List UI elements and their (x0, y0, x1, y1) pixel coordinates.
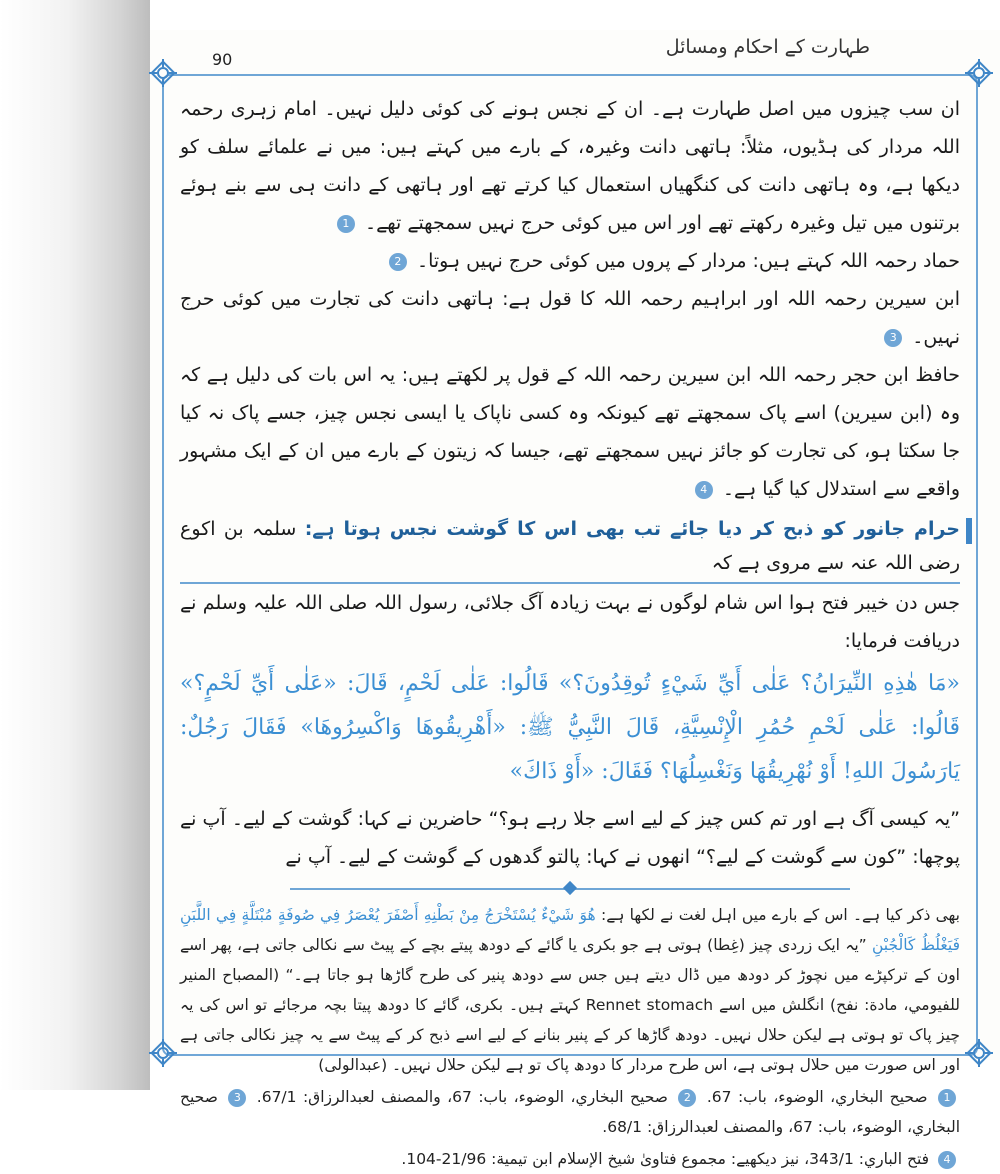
footnote-marker: 4 (695, 481, 713, 499)
paragraph: ”یہ کیسی آگ ہے اور تم کس چیز کے لیے اسے جلا رہے ہو؟“ حاضرین نے کہا: گوشت کے لیے۔ آپ نے پوچھا: ”کون سے گوشت کے لیے؟“ انھوں نے کہا: پالتو گدھوں کے گوشت کے لیے۔ آپ نے (180, 808, 960, 868)
celtic-knot-icon (146, 1036, 180, 1070)
footnote-references (180, 1144, 960, 1174)
celtic-knot-icon (146, 56, 180, 90)
celtic-knot-icon (962, 56, 996, 90)
section-heading-continuation: سلمہ بن اکوع رضی اللہ عنہ سے مروی ہے کہ (180, 518, 960, 574)
heading-marker (966, 518, 972, 544)
section-heading (180, 512, 960, 584)
running-head: طہارت کے احکام ومسائل (665, 36, 870, 58)
footnote-references (180, 1082, 960, 1142)
page-content (180, 90, 961, 1168)
hadith-arabic-text: «مَا هٰذِهِ النِّيرَانُ؟ عَلٰى أَيِّ شَيْءٍ تُوقِدُونَ؟» قَالُوا: عَلٰى لَحْمٍ، قَالَ: «عَلٰى أَيِّ لَحْمٍ؟» قَالُوا: عَلٰى لَحْمِ حُمُرِ الْإِنْسِيَّةِ، قَالَ النَّبِيُّ ﷺ: «أَهْرِيقُوهَا وَاكْسِرُوهَا» فَقَالَ رَجُلٌ: يَارَسُولَ اللهِ! أَوْ نُهْرِيقُهَا وَنَغْسِلُهَا؟ فَقَالَ: «أَوْ ذَاكَ» (180, 671, 960, 784)
book-page (150, 30, 1000, 1168)
paragraph-text: ابن سیرین رحمہ اللہ اور ابراہیم رحمہ اللہ کا قول ہے: ہاتھی دانت کی تجارت میں کوئی حرج نہیں۔ (180, 288, 960, 348)
page-number: 90 (212, 50, 233, 69)
footnote-marker: 1 (938, 1089, 956, 1107)
footnote-text: ”یہ ایک زردی چیز (غِطا) ہوتی ہے جو بکری یا گائے کے دودھ پیتے بچے کے پیٹ سے نکالی جاتی ہے، پھر اسے اون کے ترکپڑے میں نچوڑ کر دودھ میں ڈال دیتے ہیں جس سے دودھ پنیر کی طرح گاڑھا ہو جاتا ہے۔“ (المصباح المنير للفيومي، مادة: نفح) انگلش میں اسے Rennet stomach کہتے ہیں۔ بکری، گائے کا دودھ پیتا بچہ مرجائے تو اس کی یہ چیز پاک تو ہوتی ہے لیکن حلال نہیں۔ دودھ گاڑھا کر کے پنیر بنانے کے لیے اسے ذبح کر کے پیٹ سے یہ چیز نکالی جاتی ہے اور اس صورت میں حلال ہوتی ہے، اس طرح مردار کا دودھ پاک تو ہے لیکن حلال نہیں۔ (عبدالولی) (180, 936, 960, 1074)
paragraph-text: ان سب چیزوں میں اصل طہارت ہے۔ ان کے نجس ہونے کی کوئی دلیل نہیں۔ امام زہری رحمہ اللہ مردار کی ہڈیوں، مثلاً: ہاتھی دانت وغیرہ، کے بارے میں کہتے ہیں: میں نے علمائے سلف کو دیکھا ہے، وہ ہاتھی دانت کی کنگھیاں استعمال کیا کرتے تھے اور ہاتھی کے دانت ہی سے بنے ہوئے برتنوں میں تیل وغیرہ رکھتے تھے اور اس میں کوئی حرج نہیں سمجھتے تھے۔ (180, 98, 960, 234)
footnote (180, 900, 960, 1080)
paragraph (180, 90, 960, 242)
footnotes (180, 900, 960, 1174)
paragraph-text: حماد رحمہ اللہ کہتے ہیں: مردار کے پروں میں کوئی حرج نہیں ہوتا۔ (416, 250, 960, 272)
footnote-reference: فتح الباري: 343/1، نیز دیکھیے: مجموع فتاویٰ شیخ الإسلام ابن تیمیة: 21/96-104. (401, 1150, 930, 1168)
footnote-reference: صحيح البخاري، الوضوء، باب: 67، والمصنف لعبدالرزاق: 68/1. (180, 1088, 960, 1136)
footnote-arabic-text: هُوَ شَيْءٌ يُسْتَخْرَجُ مِنْ بَطْنِهِ أَصْفَرَ يُعْصَرُ فِي صُوفَةٍ مُبْتَلَّةٍ فِي اللَّبَنِ فَيَغْلُظُ كَالْجُبْنِ (180, 906, 960, 954)
footnote-marker: 2 (389, 253, 407, 271)
book-spine-shadow (0, 0, 150, 1090)
footnote-marker: 3 (884, 329, 902, 347)
paragraph (180, 242, 960, 280)
paragraph-text: حافظ ابن حجر رحمہ اللہ ابن سیرین رحمہ اللہ کے قول پر لکھتے ہیں: یہ اس بات کی دلیل ہے کہ وہ (ابن سیرین) اسے پاک سمجھتے تھے کیونکہ وہ کسی ناپاک یا ایسی نجس چیز، جسے پاک نہ کیا جا سکتا ہو، کی تجارت کو جائز نہیں سمجھتے تھے، جیسا کہ زیتون کے بارے میں ان کے ایک مشہور واقعے سے استدلال کیا گیا ہے۔ (180, 364, 960, 500)
footnote-reference: صحيح البخاري، الوضوء، باب: 67. (706, 1088, 928, 1106)
footnote-marker: 2 (678, 1089, 696, 1107)
footnote-divider (290, 888, 850, 890)
footnote-text: بھی ذکر کیا ہے۔ اس کے بارے میں اہل لغت نے لکھا ہے: (601, 906, 960, 924)
celtic-knot-icon (962, 1036, 996, 1070)
footnote-reference: صحيح البخاري، الوضوء، باب: 67، والمصنف لعبدالرزاق: 67/1. (256, 1088, 668, 1106)
footnote-marker: 3 (228, 1089, 246, 1107)
footnote-marker: 4 (938, 1151, 956, 1169)
paragraph: جس دن خیبر فتح ہوا اس شام لوگوں نے بہت زیادہ آگ جلائی، رسول اللہ صلی اللہ علیہ وسلم نے دریافت فرمایا: (180, 592, 960, 652)
section-heading-text: حرام جانور کو ذبح کر دیا جائے تب بھی اس کا گوشت نجس ہوتا ہے: (304, 518, 961, 540)
footnote-marker: 1 (337, 215, 355, 233)
paragraph (180, 280, 960, 356)
paragraph (180, 356, 960, 508)
